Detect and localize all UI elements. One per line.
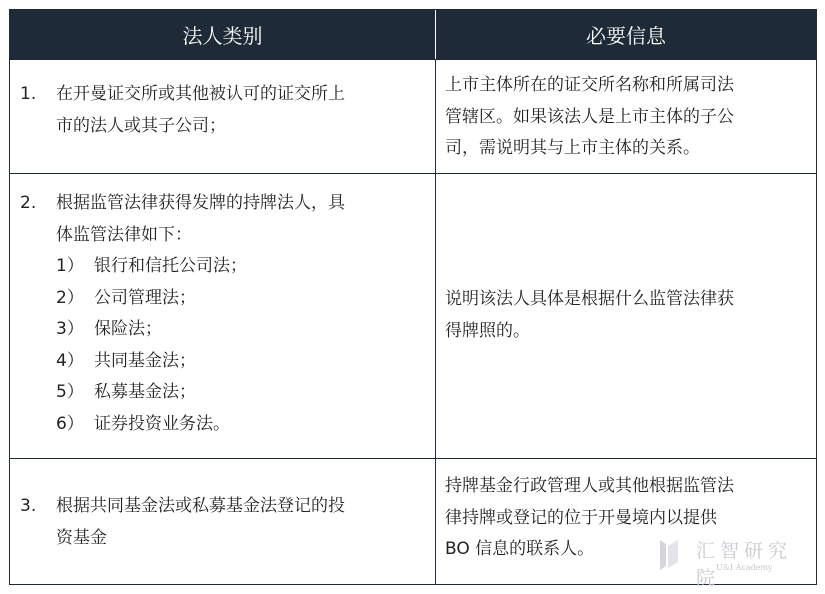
info-table: [9, 9, 817, 585]
info-line: BO 信息的联系人。: [445, 539, 595, 559]
category-line: 市的法人或其子公司；: [56, 115, 226, 136]
header-legal-person-category: 法人类别: [182, 24, 263, 48]
info-line: 司，需说明其与上市主体的关系。: [445, 138, 700, 158]
law-number: 5）: [56, 382, 84, 402]
law-name: 共同基金法；: [94, 350, 196, 371]
law-name: 证券投资业务法。: [94, 413, 230, 434]
category-line: 体监管法律如下：: [56, 224, 192, 245]
watermark: [658, 536, 808, 589]
law-number: 2）: [56, 287, 84, 308]
law-number: 4）: [56, 350, 84, 371]
table-row: [10, 173, 816, 458]
info-line: 说明该法人具体是根据什么监管法律获: [445, 289, 734, 309]
column-divider: [435, 60, 436, 173]
law-list-item: [20, 377, 425, 409]
table-row: [10, 59, 816, 173]
law-name: 公司管理法；: [94, 287, 196, 308]
info-line: 得牌照的。: [445, 320, 530, 341]
category-line: 在开曼证交所或其他被认可的证交所上: [56, 84, 345, 104]
row-3-category: [20, 491, 425, 554]
row-number: 1.: [20, 84, 37, 104]
watermark-english: U&I Academy: [716, 563, 773, 572]
academy-logo-icon: [658, 538, 680, 572]
column-divider: [435, 459, 436, 585]
law-name: 银行和信托公司法；: [94, 256, 247, 276]
info-line: 持牌基金行政管理人或其他根据监管法: [445, 476, 734, 496]
row-1-info: [445, 70, 807, 165]
table-header: [10, 10, 816, 59]
info-line: 律持牌或登记的位于开曼境内以提供: [445, 507, 717, 528]
header-required-info: 必要信息: [586, 24, 666, 48]
law-name: 私募基金法；: [94, 382, 196, 402]
law-list-item: [20, 283, 425, 315]
row-2-category: [20, 188, 425, 440]
law-list-item: [20, 409, 425, 441]
column-divider: [435, 174, 436, 458]
info-line: 管辖区。如果该法人是上市主体的子公: [445, 106, 734, 127]
watermark-chinese: 汇智研究院: [696, 540, 793, 589]
law-list-item: [20, 314, 425, 346]
category-line: 根据共同基金法或私募基金法登记的投: [56, 496, 345, 516]
row-number: 3.: [20, 496, 37, 516]
law-number: 6）: [56, 413, 84, 434]
law-list-item: [20, 346, 425, 378]
info-line: 上市主体所在的证交所名称和所属司法: [445, 75, 734, 95]
law-number: 1）: [56, 256, 84, 276]
law-number: 3）: [56, 319, 84, 339]
law-name: 保险法；: [94, 319, 162, 339]
category-line: 资基金: [56, 527, 107, 548]
row-number: 2.: [20, 193, 37, 213]
category-line: 根据监管法律获得发牌的持牌法人，具: [56, 193, 345, 213]
row-1-category: [20, 79, 425, 142]
row-2-info: [445, 284, 807, 347]
law-list-item: [20, 251, 425, 283]
